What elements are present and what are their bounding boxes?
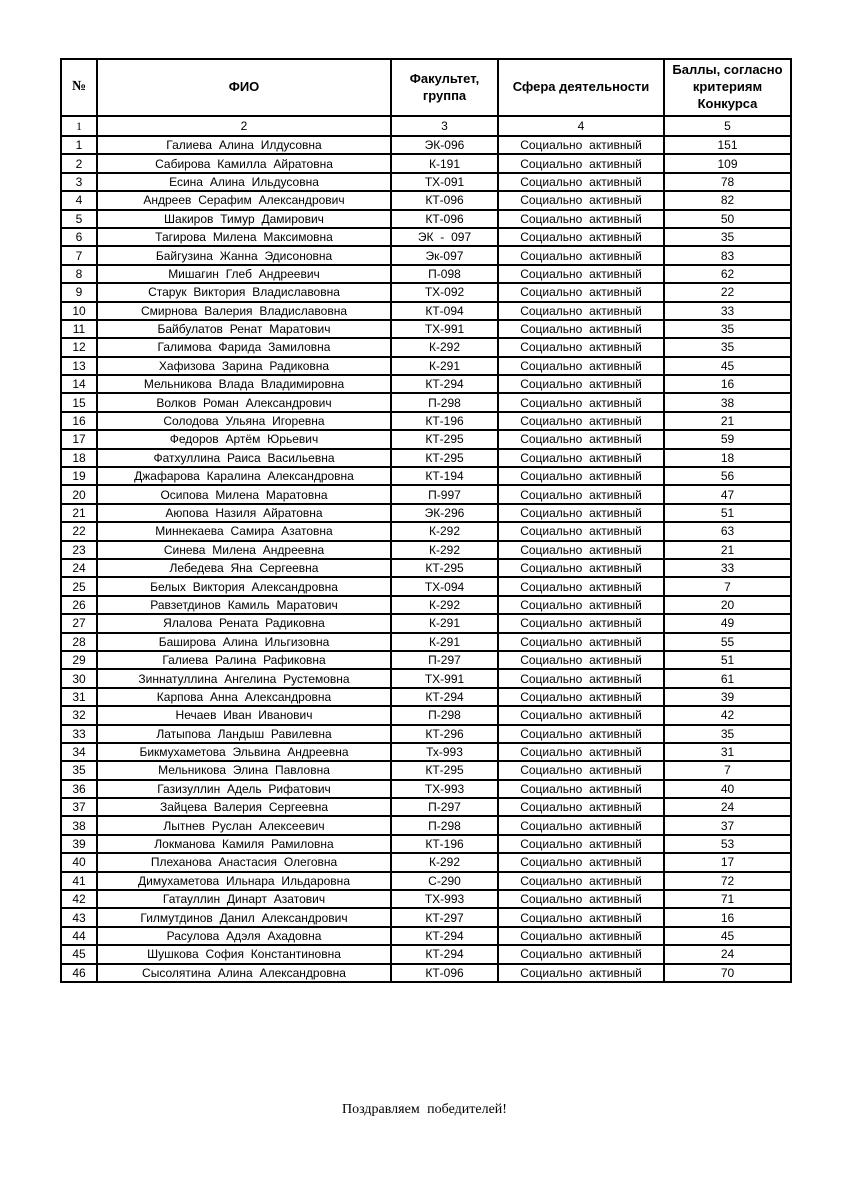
table-row — [61, 669, 791, 687]
table-row — [61, 798, 791, 816]
group-cell: ТХ-993 — [391, 780, 498, 798]
score-cell: 151 — [664, 136, 791, 154]
name-cell: Расулова Адэля Ахадовна — [97, 927, 391, 945]
row-number-cell: 22 — [61, 522, 97, 540]
group-cell: К-291 — [391, 357, 498, 375]
score-cell: 47 — [664, 485, 791, 503]
score-cell: 78 — [664, 173, 791, 191]
row-number-cell: 5 — [61, 210, 97, 228]
sphere-cell: Социально активный — [498, 228, 664, 246]
name-cell: Сабирова Камилла Айратовна — [97, 154, 391, 172]
score-cell: 17 — [664, 853, 791, 871]
column-number-5: 5 — [664, 116, 791, 136]
name-cell: Локманова Камиля Рамиловна — [97, 835, 391, 853]
table-row — [61, 633, 791, 651]
group-cell: КТ-196 — [391, 412, 498, 430]
table-row — [61, 577, 791, 595]
sphere-cell: Социально активный — [498, 485, 664, 503]
score-cell: 49 — [664, 614, 791, 632]
group-cell: КТ-297 — [391, 908, 498, 926]
score-cell: 16 — [664, 908, 791, 926]
sphere-cell: Социально активный — [498, 559, 664, 577]
sphere-cell: Социально активный — [498, 890, 664, 908]
group-cell: К-291 — [391, 614, 498, 632]
group-cell: Тх-993 — [391, 743, 498, 761]
score-cell: 45 — [664, 357, 791, 375]
table-row — [61, 357, 791, 375]
score-cell: 24 — [664, 798, 791, 816]
group-cell: ЭК-296 — [391, 504, 498, 522]
sphere-cell: Социально активный — [498, 743, 664, 761]
group-cell: ТХ-993 — [391, 890, 498, 908]
row-number-cell: 39 — [61, 835, 97, 853]
name-cell: Плеханова Анастасия Олеговна — [97, 853, 391, 871]
score-cell: 72 — [664, 872, 791, 890]
name-cell: Солодова Ульяна Игоревна — [97, 412, 391, 430]
row-number-cell: 40 — [61, 853, 97, 871]
name-cell: Зиннатуллина Ангелина Рустемовна — [97, 669, 391, 687]
row-number-cell: 42 — [61, 890, 97, 908]
table-row — [61, 485, 791, 503]
table-row — [61, 265, 791, 283]
column-number-1: 1 — [61, 116, 97, 136]
group-cell: К-191 — [391, 154, 498, 172]
col-header-faculty-line1: Факультет, — [409, 70, 480, 86]
sphere-cell: Социально активный — [498, 320, 664, 338]
sphere-cell: Социально активный — [498, 669, 664, 687]
sphere-cell: Социально активный — [498, 964, 664, 982]
row-number-cell: 44 — [61, 927, 97, 945]
sphere-cell: Социально активный — [498, 393, 664, 411]
group-cell: КТ-294 — [391, 927, 498, 945]
score-cell: 24 — [664, 945, 791, 963]
name-cell: Сысолятина Алина Александровна — [97, 964, 391, 982]
table-row — [61, 706, 791, 724]
score-cell: 63 — [664, 522, 791, 540]
score-cell: 7 — [664, 761, 791, 779]
score-cell: 61 — [664, 669, 791, 687]
row-number-cell: 7 — [61, 246, 97, 264]
row-number-cell: 28 — [61, 633, 97, 651]
name-cell: Федоров Артём Юрьевич — [97, 430, 391, 448]
name-cell: Мельникова Влада Владимировна — [97, 375, 391, 393]
score-cell: 42 — [664, 706, 791, 724]
group-cell: К-291 — [391, 633, 498, 651]
score-cell: 83 — [664, 246, 791, 264]
sphere-cell: Социально активный — [498, 651, 664, 669]
sphere-cell: Социально активный — [498, 577, 664, 595]
score-cell: 70 — [664, 964, 791, 982]
table-row — [61, 743, 791, 761]
group-cell: К-292 — [391, 522, 498, 540]
row-number-cell: 43 — [61, 908, 97, 926]
group-cell: КТ-194 — [391, 467, 498, 485]
table-row — [61, 375, 791, 393]
group-cell: П-997 — [391, 485, 498, 503]
sphere-cell: Социально активный — [498, 246, 664, 264]
score-cell: 51 — [664, 651, 791, 669]
row-number-cell: 3 — [61, 173, 97, 191]
sphere-cell: Социально активный — [498, 614, 664, 632]
score-cell: 33 — [664, 302, 791, 320]
score-cell: 62 — [664, 265, 791, 283]
name-cell: Газизуллин Адель Рифатович — [97, 780, 391, 798]
row-number-cell: 19 — [61, 467, 97, 485]
table-row — [61, 816, 791, 834]
row-number-cell: 46 — [61, 964, 97, 982]
name-cell: Гилмутдинов Данил Александрович — [97, 908, 391, 926]
sphere-cell: Социально активный — [498, 467, 664, 485]
sphere-cell: Социально активный — [498, 504, 664, 522]
name-cell: Тагирова Милена Максимовна — [97, 228, 391, 246]
sphere-cell: Социально активный — [498, 853, 664, 871]
group-cell: КТ-096 — [391, 210, 498, 228]
name-cell: Димухаметова Ильнара Ильдаровна — [97, 872, 391, 890]
table-row — [61, 210, 791, 228]
name-cell: Осипова Милена Маратовна — [97, 485, 391, 503]
table-row — [61, 927, 791, 945]
sphere-cell: Социально активный — [498, 596, 664, 614]
row-number-cell: 33 — [61, 725, 97, 743]
name-cell: Фатхуллина Раиса Васильевна — [97, 449, 391, 467]
sphere-cell: Социально активный — [498, 872, 664, 890]
score-cell: 33 — [664, 559, 791, 577]
table-row — [61, 191, 791, 209]
group-cell: ТХ-092 — [391, 283, 498, 301]
group-cell: КТ-295 — [391, 761, 498, 779]
table-row — [61, 338, 791, 356]
group-cell: К-292 — [391, 338, 498, 356]
row-number-cell: 30 — [61, 669, 97, 687]
score-cell: 38 — [664, 393, 791, 411]
table-row — [61, 651, 791, 669]
name-cell: Латыпова Ландыш Равилевна — [97, 725, 391, 743]
sphere-cell: Социально активный — [498, 412, 664, 430]
table-row — [61, 835, 791, 853]
row-number-cell: 32 — [61, 706, 97, 724]
name-cell: Миннекаева Самира Азатовна — [97, 522, 391, 540]
group-cell: К-292 — [391, 853, 498, 871]
row-number-cell: 9 — [61, 283, 97, 301]
table-row — [61, 283, 791, 301]
sphere-cell: Социально активный — [498, 927, 664, 945]
name-cell: Баширова Алина Ильгизовна — [97, 633, 391, 651]
name-cell: Байбулатов Ренат Маратович — [97, 320, 391, 338]
sphere-cell: Социально активный — [498, 283, 664, 301]
row-number-cell: 17 — [61, 430, 97, 448]
score-cell: 39 — [664, 688, 791, 706]
name-cell: Лебедева Яна Сергеевна — [97, 559, 391, 577]
group-cell: КТ-094 — [391, 302, 498, 320]
row-number-cell: 23 — [61, 541, 97, 559]
score-cell: 45 — [664, 927, 791, 945]
row-number-cell: 34 — [61, 743, 97, 761]
name-cell: Ялалова Рената Радиковна — [97, 614, 391, 632]
row-number-cell: 41 — [61, 872, 97, 890]
row-number-cell: 8 — [61, 265, 97, 283]
name-cell: Смирнова Валерия Владиславовна — [97, 302, 391, 320]
score-cell: 22 — [664, 283, 791, 301]
name-cell: Аюпова Назиля Айратовна — [97, 504, 391, 522]
score-cell: 18 — [664, 449, 791, 467]
sphere-cell: Социально активный — [498, 357, 664, 375]
table-row — [61, 154, 791, 172]
row-number-cell: 10 — [61, 302, 97, 320]
name-cell: Лытнев Руслан Алексеевич — [97, 816, 391, 834]
col-header-faculty — [391, 59, 498, 116]
sphere-cell: Социально активный — [498, 210, 664, 228]
sphere-cell: Социально активный — [498, 816, 664, 834]
row-number-cell: 29 — [61, 651, 97, 669]
sphere-cell: Социально активный — [498, 430, 664, 448]
table-row — [61, 945, 791, 963]
name-cell: Байгузина Жанна Эдисоновна — [97, 246, 391, 264]
col-header-fio: ФИО — [97, 59, 391, 116]
score-cell: 35 — [664, 228, 791, 246]
name-cell: Синева Милена Андреевна — [97, 541, 391, 559]
table-row — [61, 761, 791, 779]
group-cell: КТ-096 — [391, 964, 498, 982]
sphere-cell: Социально активный — [498, 688, 664, 706]
row-number-cell: 26 — [61, 596, 97, 614]
table-row — [61, 908, 791, 926]
sphere-cell: Социально активный — [498, 945, 664, 963]
group-cell: КТ-295 — [391, 559, 498, 577]
row-number-cell: 21 — [61, 504, 97, 522]
row-number-cell: 27 — [61, 614, 97, 632]
sphere-cell: Социально активный — [498, 908, 664, 926]
table-row — [61, 780, 791, 798]
row-number-cell: 4 — [61, 191, 97, 209]
row-number-cell: 36 — [61, 780, 97, 798]
row-number-cell: 20 — [61, 485, 97, 503]
group-cell: КТ-294 — [391, 945, 498, 963]
table-body — [61, 136, 791, 982]
sphere-cell: Социально активный — [498, 522, 664, 540]
table-row — [61, 596, 791, 614]
group-cell: К-292 — [391, 541, 498, 559]
table-row — [61, 504, 791, 522]
group-cell: ТХ-991 — [391, 669, 498, 687]
group-cell: П-297 — [391, 651, 498, 669]
col-header-score-line3: Конкурса — [697, 95, 758, 111]
col-header-score-line1: Баллы, согласно — [672, 62, 783, 78]
name-cell: Хафизова Зарина Радиковна — [97, 357, 391, 375]
row-number-cell: 13 — [61, 357, 97, 375]
table-row — [61, 522, 791, 540]
table-row — [61, 246, 791, 264]
sphere-cell: Социально активный — [498, 375, 664, 393]
row-number-cell: 15 — [61, 393, 97, 411]
table-row — [61, 853, 791, 871]
score-cell: 51 — [664, 504, 791, 522]
row-number-cell: 16 — [61, 412, 97, 430]
col-header-sphere: Сфера деятельности — [498, 59, 664, 116]
col-header-score — [664, 59, 791, 116]
score-cell: 56 — [664, 467, 791, 485]
group-cell: КТ-294 — [391, 688, 498, 706]
table-row — [61, 136, 791, 154]
score-cell: 82 — [664, 191, 791, 209]
sphere-cell: Социально активный — [498, 761, 664, 779]
row-number-cell: 45 — [61, 945, 97, 963]
row-number-cell: 6 — [61, 228, 97, 246]
score-cell: 40 — [664, 780, 791, 798]
name-cell: Шушкова София Константиновна — [97, 945, 391, 963]
name-cell: Карпова Анна Александровна — [97, 688, 391, 706]
sphere-cell: Социально активный — [498, 265, 664, 283]
row-number-cell: 11 — [61, 320, 97, 338]
group-cell: КТ-196 — [391, 835, 498, 853]
table-row — [61, 890, 791, 908]
table-row — [61, 872, 791, 890]
sphere-cell: Социально активный — [498, 541, 664, 559]
sphere-cell: Социально активный — [498, 725, 664, 743]
column-number-4: 4 — [498, 116, 664, 136]
row-number-cell: 12 — [61, 338, 97, 356]
group-cell: П-298 — [391, 393, 498, 411]
sphere-cell: Социально активный — [498, 798, 664, 816]
score-cell: 37 — [664, 816, 791, 834]
score-cell: 7 — [664, 577, 791, 595]
column-number-row — [61, 116, 791, 136]
row-number-cell: 18 — [61, 449, 97, 467]
score-cell: 31 — [664, 743, 791, 761]
row-number-cell: 1 — [61, 136, 97, 154]
score-cell: 16 — [664, 375, 791, 393]
group-cell: П-298 — [391, 706, 498, 724]
name-cell: Равзетдинов Камиль Маратович — [97, 596, 391, 614]
score-cell: 53 — [664, 835, 791, 853]
row-number-cell: 14 — [61, 375, 97, 393]
col-header-faculty-line2: группа — [422, 87, 467, 103]
sphere-cell: Социально активный — [498, 633, 664, 651]
sphere-cell: Социально активный — [498, 154, 664, 172]
sphere-cell: Социально активный — [498, 173, 664, 191]
name-cell: Шакиров Тимур Дамирович — [97, 210, 391, 228]
name-cell: Гатауллин Динарт Азатович — [97, 890, 391, 908]
score-cell: 71 — [664, 890, 791, 908]
table-header-row — [61, 59, 791, 116]
score-cell: 35 — [664, 320, 791, 338]
name-cell: Мишагин Глеб Андреевич — [97, 265, 391, 283]
col-header-num: № — [61, 59, 97, 116]
table-row — [61, 173, 791, 191]
score-cell: 109 — [664, 154, 791, 172]
table-row — [61, 320, 791, 338]
table-row — [61, 412, 791, 430]
sphere-cell: Социально активный — [498, 835, 664, 853]
sphere-cell: Социально активный — [498, 191, 664, 209]
sphere-cell: Социально активный — [498, 302, 664, 320]
results-table — [60, 58, 792, 983]
table-row — [61, 964, 791, 982]
sphere-cell: Социально активный — [498, 780, 664, 798]
group-cell: П-098 — [391, 265, 498, 283]
group-cell: П-297 — [391, 798, 498, 816]
name-cell: Галиева Алина Илдусовна — [97, 136, 391, 154]
congratulations-text: Поздравляем победителей! — [342, 1102, 507, 1117]
score-cell: 35 — [664, 725, 791, 743]
group-cell: ЭК - 097 — [391, 228, 498, 246]
score-cell: 55 — [664, 633, 791, 651]
column-number-3: 3 — [391, 116, 498, 136]
sphere-cell: Социально активный — [498, 706, 664, 724]
group-cell: ТХ-091 — [391, 173, 498, 191]
table-row — [61, 449, 791, 467]
name-cell: Зайцева Валерия Сергеевна — [97, 798, 391, 816]
row-number-cell: 2 — [61, 154, 97, 172]
group-cell: КТ-295 — [391, 430, 498, 448]
table-row — [61, 614, 791, 632]
name-cell: Бикмухаметова Эльвина Андреевна — [97, 743, 391, 761]
table-row — [61, 430, 791, 448]
name-cell: Галимова Фарида Замиловна — [97, 338, 391, 356]
group-cell: КТ-296 — [391, 725, 498, 743]
group-cell: КТ-096 — [391, 191, 498, 209]
table-row — [61, 393, 791, 411]
table-row — [61, 541, 791, 559]
sphere-cell: Социально активный — [498, 338, 664, 356]
score-cell: 21 — [664, 412, 791, 430]
group-cell: Эк-097 — [391, 246, 498, 264]
name-cell: Мельникова Элина Павловна — [97, 761, 391, 779]
group-cell: П-298 — [391, 816, 498, 834]
name-cell: Волков Роман Александрович — [97, 393, 391, 411]
group-cell: ТХ-094 — [391, 577, 498, 595]
row-number-cell: 37 — [61, 798, 97, 816]
name-cell: Белых Виктория Александровна — [97, 577, 391, 595]
group-cell: ЭК-096 — [391, 136, 498, 154]
name-cell: Нечаев Иван Иванович — [97, 706, 391, 724]
group-cell: КТ-295 — [391, 449, 498, 467]
column-number-2: 2 — [97, 116, 391, 136]
table-row — [61, 688, 791, 706]
table-row — [61, 302, 791, 320]
score-cell: 50 — [664, 210, 791, 228]
group-cell: КТ-294 — [391, 375, 498, 393]
score-cell: 59 — [664, 430, 791, 448]
table-row — [61, 559, 791, 577]
table-row — [61, 228, 791, 246]
score-cell: 20 — [664, 596, 791, 614]
group-cell: К-292 — [391, 596, 498, 614]
sphere-cell: Социально активный — [498, 136, 664, 154]
name-cell: Андреев Серафим Александрович — [97, 191, 391, 209]
sphere-cell: Социально активный — [498, 449, 664, 467]
group-cell: ТХ-991 — [391, 320, 498, 338]
row-number-cell: 31 — [61, 688, 97, 706]
group-cell: С-290 — [391, 872, 498, 890]
score-cell: 21 — [664, 541, 791, 559]
row-number-cell: 38 — [61, 816, 97, 834]
name-cell: Есина Алина Ильдусовна — [97, 173, 391, 191]
table-row — [61, 467, 791, 485]
name-cell: Галиева Ралина Рафиковна — [97, 651, 391, 669]
name-cell: Джафарова Каралина Александровна — [97, 467, 391, 485]
row-number-cell: 35 — [61, 761, 97, 779]
score-cell: 35 — [664, 338, 791, 356]
row-number-cell: 24 — [61, 559, 97, 577]
table-row — [61, 725, 791, 743]
col-header-score-line2: критериям — [692, 79, 763, 95]
name-cell: Старук Виктория Владиславовна — [97, 283, 391, 301]
row-number-cell: 25 — [61, 577, 97, 595]
